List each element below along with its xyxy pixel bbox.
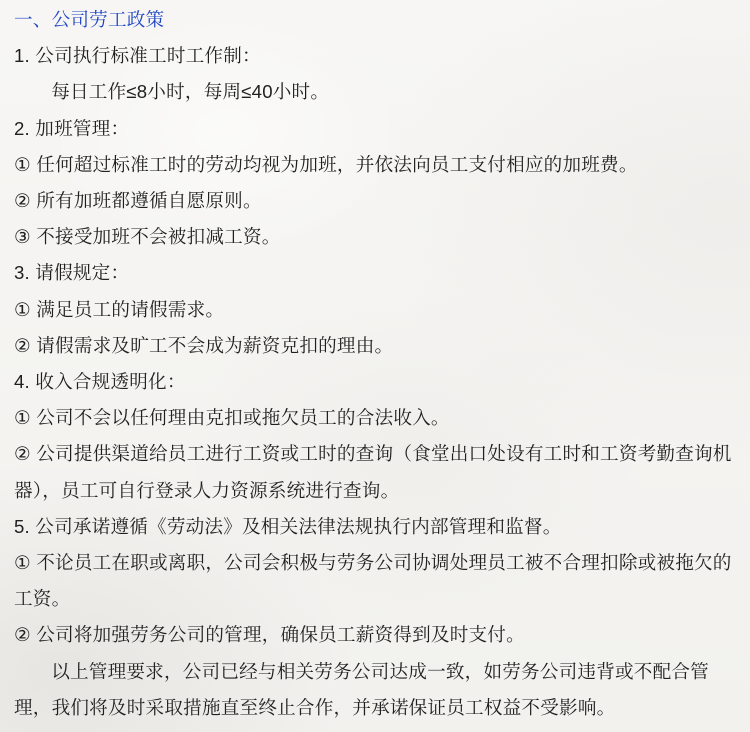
document-body: [14, 38, 735, 726]
policy-clause: ② 所有加班都遵循自愿原则。: [14, 190, 262, 212]
policy-clause: ① 不论员工在职或离职，公司会积极与劳务公司协调处理员工被不合理扣除或被拖欠的工资。: [14, 552, 732, 610]
policy-clause: ② 公司提供渠道给员工进行工资或工时的查询（食堂出口处设有工时和工资考勤查询机器），员工可自行登录人力资源系统进行查询。: [14, 443, 732, 501]
section-heading: 4. 收入合规透明化：: [14, 371, 186, 393]
policy-clause: ③ 不接受加班不会被扣减工资。: [14, 226, 281, 248]
document-title: 一、公司劳工政策: [14, 9, 165, 30]
section-heading: 2. 加班管理：: [14, 117, 130, 139]
section-heading: 5. 公司承诺遵循《劳动法》及相关法律法规执行内部管理和监督。: [14, 515, 562, 537]
policy-clause: ② 公司将加强劳务公司的管理，确保员工薪资得到及时支付。: [14, 624, 525, 646]
policy-clause: ② 请假需求及旷工不会成为薪资克扣的理由。: [14, 334, 394, 356]
closing-paragraph: 以上管理要求，公司已经与相关劳务公司达成一致，如劳务公司违背或不配合管理，我们将及时采取措施直至终止合作，并承诺保证员工权益不受影响。: [14, 660, 709, 718]
policy-clause: ① 任何超过标准工时的劳动均视为加班，并依法向员工支付相应的加班费。: [14, 153, 638, 175]
policy-detail: 每日工作≤8小时，每周≤40小时。: [51, 81, 330, 103]
policy-clause: ① 公司不会以任何理由克扣或拖欠员工的合法收入。: [14, 407, 450, 429]
policy-clause: ① 满足员工的请假需求。: [14, 298, 225, 320]
section-heading: 3. 请假规定：: [14, 262, 130, 284]
section-heading: 1. 公司执行标准工时工作制：: [14, 45, 261, 67]
